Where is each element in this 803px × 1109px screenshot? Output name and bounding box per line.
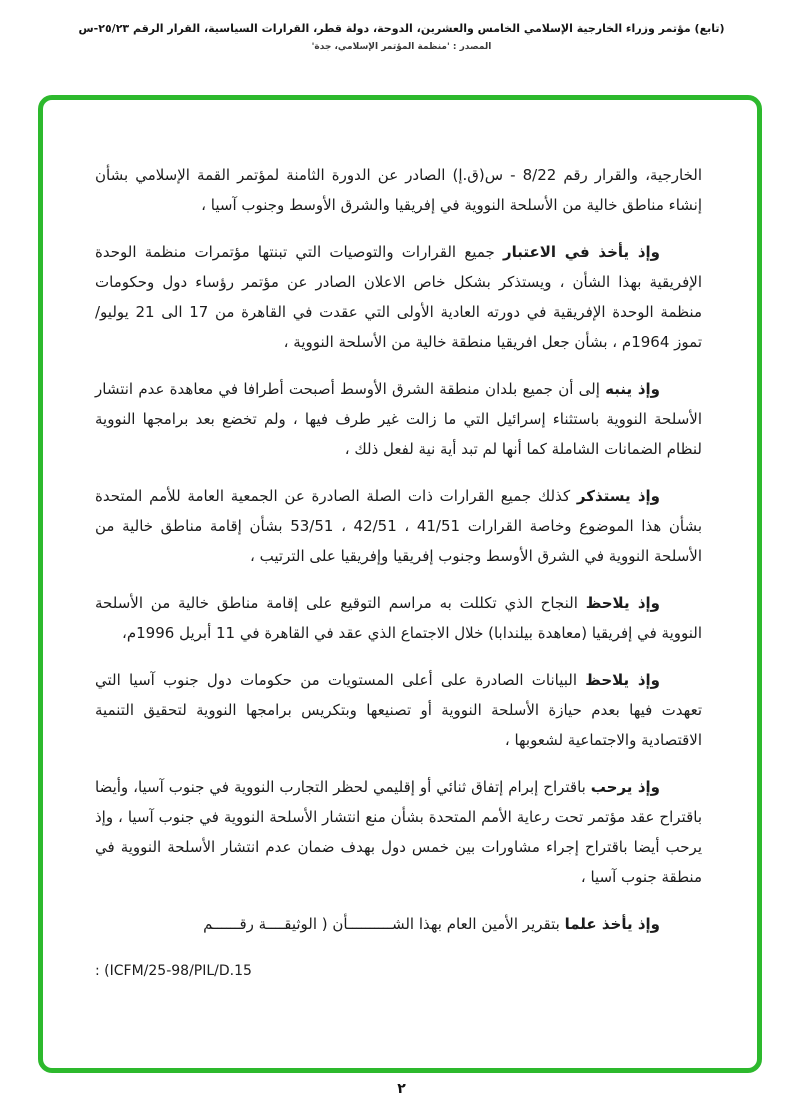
paragraph-noting-middle-east [95, 374, 702, 464]
paragraph-noting-signing-lead: وإذ يلاحظ [585, 594, 661, 612]
paragraph-welcoming-proposal [95, 772, 702, 892]
paragraph-noting-statements-lead: وإذ يلاحظ [585, 671, 660, 689]
page-number: ٢ [397, 1081, 406, 1097]
paragraph-taking-note-report-text: بتقرير الأمين العام بهذا الشــــــــــأن ( الوثيقــــة رقــــــم [203, 915, 565, 933]
paragraph-taking-into-account-text: جميع القرارات والتوصيات التي تبنتها مؤتمرات منظمة الوحدة الإفريقية بهذا الشأن ، ويستذكر بشكل خاص الاعلان الصادر عن مؤتمر رؤساء دول وحكومات منظمة الوحدة الإفريقية في دورته العادية الأولى التي عقدت في القاهرة من 17 الى 21 يوليو/ تموز 1964م ، بشأن جعل افريقيا منطقة خالية من الأسلحة النووية ، [95, 243, 702, 351]
paragraph-continuation [95, 160, 702, 220]
paragraph-welcoming-proposal-lead: وإذ يرحب [590, 778, 660, 796]
paragraph-continuation-text: الخارجية، والقرار رقم 8/22 - س(ق.إ) الصادر عن الدورة الثامنة لمؤتمر القمة الإسلامي بشأن إنشاء مناطق خالية من الأسلحة النووية في إفريقيا والشرق الأوسط وجنوب آسيا ، [95, 166, 703, 214]
paragraph-welcoming-proposal-text: باقتراح إبرام إتفاق ثنائي أو إقليمي لحظر التجارب النووية في جنوب آسيا، وأيضا باقتراح عقد مؤتمر تحت رعاية الأمم المتحدة بشأن منع انتشار الأسلحة النووية في جنوب آسيا ، وإذ يرحب أيضا باقتراح إجراء مشاورات بين خمس دول بهدف ضمان عدم انتشار الأسلحة النووية في منطقة جنوب آسيا ، [95, 778, 702, 886]
paragraph-noting-signing-text: النجاح الذي تكللت به مراسم التوقيع على إقامة مناطق خالية من الأسلحة النووية في إفريقيا (معاهدة بيلندابا) خلال الاجتماع الذي عقد في القاهرة في 11 أبريل 1996م، [95, 594, 702, 642]
paragraph-noting-signing [95, 588, 702, 648]
header-source-line: المصدر : 'منظمة المؤتمر الإسلامي، جدة' [311, 42, 492, 52]
paragraph-noting-middle-east-lead: وإذ ينبه [605, 380, 660, 398]
paragraph-recalling-resolutions-text: كذلك جميع القرارات ذات الصلة الصادرة عن الجمعية العامة للأمم المتحدة بشأن هذا الموضوع وخاصة القرارات 41/51 ، 42/51 ، 53/51 بشأن إقامة مناطق خالية من الأسلحة النووية في الشرق الأوسط وجنوب إفريقيا وإفريقيا على الترتيب ، [95, 487, 702, 565]
paragraph-taking-note-report [95, 909, 702, 939]
reference-code: : (ICFM/25-98/PIL/D.15 [95, 963, 252, 979]
paragraph-taking-into-account-lead: وإذ يأخذ في الاعتبار [503, 243, 660, 261]
paragraph-recalling-resolutions-lead: وإذ يستذكر [576, 487, 661, 505]
paragraph-noting-statements-text: البيانات الصادرة على أعلى المستويات من حكومات دول جنوب آسيا التي تعهدت فيها بعدم حيازة الأسلحة النووية أو تصنيعها وبتكريس برامجها النووية لتحقيق التنمية الاقتصادية والاجتماعية لشعوبها ، [95, 671, 702, 749]
paragraph-noting-middle-east-text: إلى أن جميع بلدان منطقة الشرق الأوسط أصبحت أطرافا في معاهدة عدم انتشار الأسلحة النووية باستثناء إسرائيل التي ما زالت غير طرف فيها ، ولم تخضع بعد برامجها النووية لنظام الضمانات الشاملة كما أنها لم تبد أية نية لفعل ذلك ، [95, 380, 702, 458]
document-body [95, 160, 702, 986]
document-header [0, 0, 803, 52]
paragraph-noting-statements [95, 665, 702, 755]
paragraph-taking-note-report-lead: وإذ يأخذ علما [564, 915, 660, 933]
header-title-line: (تابع) مؤتمر وزراء الخارجية الإسلامي الخامس والعشرين، الدوحة، دولة قطر، القرارات السياسية، القرار الرقم ٢٥/٢٣-س [78, 22, 725, 35]
paragraph-recalling-resolutions [95, 481, 702, 571]
paragraph-taking-into-account [95, 237, 702, 357]
